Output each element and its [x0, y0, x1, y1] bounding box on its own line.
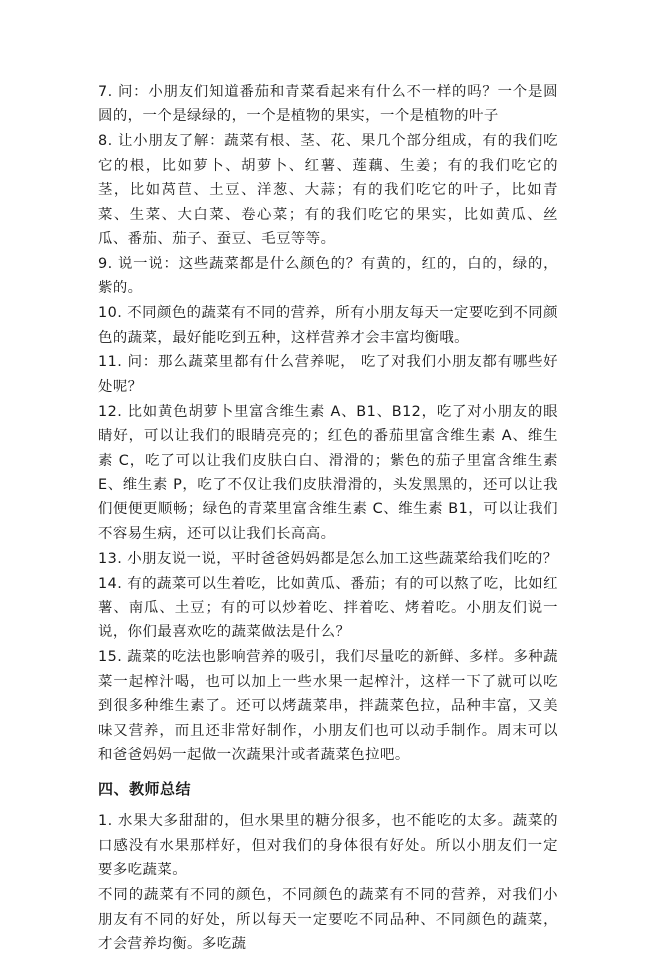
- summary-paragraph-1: 1. 水果大多甜甜的，但水果里的糖分很多，也不能吃的太多。蔬菜的口感没有水果那样好，但对我们的身体很有好处。所以小朋友们一定要多吃蔬菜。: [98, 813, 558, 879]
- paragraph-7: 7. 问：小朋友们知道番茄和青菜看起来有什么不一样的吗？一个是圆圆的，一个是绿绿的，一个是植物的果实，一个是植物的叶子: [98, 84, 558, 125]
- document-page: [98, 80, 558, 956]
- summary-paragraph-2: 不同的蔬菜有不同的颜色，不同颜色的蔬菜有不同的营养，对我们小朋友有不同的好处，所以每天一定要吃不同品种、不同颜色的蔬菜，才会营养均衡。多吃蔬: [98, 887, 558, 952]
- paragraph-13: 13. 小朋友说一说，平时爸爸妈妈都是怎么加工这些蔬菜给我们吃的？: [98, 550, 558, 567]
- paragraph-8: 8. 让小朋友了解：蔬菜有根、茎、花、果几个部分组成，有的我们吃它的根，比如萝卜、胡萝卜、红薯、莲藕、生姜；有的我们吃它的茎，比如莴苣、土豆、洋葱、大蒜；有的我们吃它的叶子，比如青菜、生菜、大白菜、卷心菜；有的我们吃它的果实，比如黄瓜、丝瓜、番茄、茄子、蚕豆、毛豆等等。: [98, 133, 558, 247]
- paragraph-15: 15. 蔬菜的吃法也影响营养的吸引，我们尽量吃的新鲜、多样。多种蔬菜一起榨汁喝，也可以加上一些水果一起榨汁，这样一下了就可以吃到很多种维生素了。还可以烤蔬菜串，拌蔬菜色拉，品种丰富，又美味又营养，而且还非常好制作，小朋友们也可以动手制作。周末可以和爸爸妈妈一起做一次蔬果汁或者蔬菜色拉吧。: [98, 649, 558, 763]
- paragraph-10: 10. 不同颜色的蔬菜有不同的营养，所有小朋友每天一定要吃到不同颜色的蔬菜，最好能吃到五种，这样营养才会丰富均衡哦。: [98, 305, 558, 346]
- paragraph-11: 11. 问：那么蔬菜里都有什么营养呢， 吃了对我们小朋友都有哪些好处呢？: [98, 354, 558, 395]
- paragraph-9: 9. 说一说：这些蔬菜都是什么颜色的？有黄的，红的，白的，绿的，紫的。: [98, 255, 558, 297]
- section-heading-teacher-summary: 四、教师总结: [98, 780, 192, 799]
- paragraph-14: 14. 有的蔬菜可以生着吃，比如黄瓜、番茄；有的可以熬了吃，比如红薯、南瓜、土豆；有的可以炒着吃、拌着吃、烤着吃。小朋友们说一说，你们最喜欢吃的蔬菜做法是什么？: [98, 575, 558, 641]
- paragraph-12: 12. 比如黄色胡萝卜里富含维生素 A、B1、B12，吃了对小朋友的眼睛好，可以让我们的眼睛亮亮的；红色的番茄里富含维生素 A、维生素 C，吃了可以让我们皮肤白白、滑滑的；紫色的茄子里富含维生素 E、维生素 P，吃了不仅让我们皮肤滑滑的，头发黑黑的，还可以让我们便便更顺畅；绿色的青菜里富含维生素 C、维生素 B1，可以让我们不容易生病，还可以让我们长高高。: [98, 403, 558, 542]
